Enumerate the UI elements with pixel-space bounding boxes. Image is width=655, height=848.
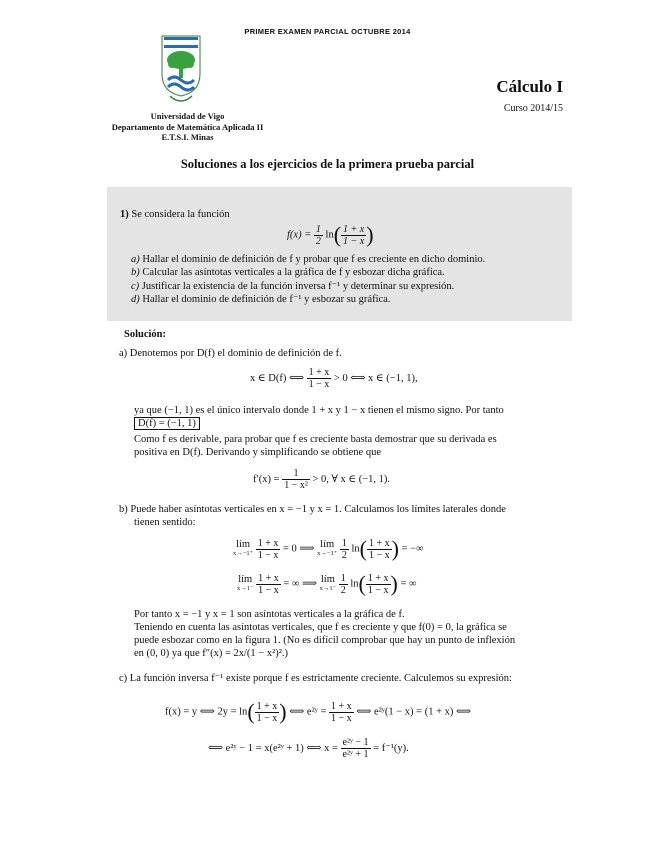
solution-b-text4: Teniendo en cuenta las asíntotas verticales, que f es creciente y que f(0) = 0, la gráfica se	[134, 622, 507, 633]
solution-b-text6: en (0, 0) ya que f″(x) = 2x/(1 − x²)².)	[134, 648, 289, 659]
solution-c-eq1: f(x) = y ⟺ 2y = ln( $\frac{1 + x}{1 - x}$ ) ⟺ e²ʸ = $\frac{1 + x}{1 - x}$ ⟺ e²ʸ(1 − x) = (1 + x) ⟺	[165, 699, 472, 724]
solution-a-text1: ya que (−1, 1) es el único intervalo donde 1 + x y 1 − x tienen el mismo signo. Por tanto	[134, 405, 504, 416]
problem-number: 1)	[120, 209, 129, 220]
university-name: Universidad de Vigo	[150, 111, 225, 121]
course-block	[496, 77, 563, 114]
solution-a-boxed-result: D(f) = (−1, 1)	[134, 418, 200, 429]
exam-header: PRIMER EXAMEN PARCIAL OCTUBRE 2014	[244, 27, 411, 36]
problem-item-a: a) Hallar el dominio de definición de f y probar que f es creciente en dicho dominio.	[131, 254, 486, 265]
solution-b-text1: b) Puede haber asíntotas verticales en x = −1 y x = 1. Calculamos los límites laterales donde	[119, 504, 506, 515]
document-title: Soluciones a los ejercicios de la primera prueba parcial	[180, 157, 475, 171]
solution-a-eq2: f′(x) = $\frac{1}{\text{1 − x²}}$ > 0, ∀ x ∈ (−1, 1).	[253, 468, 391, 491]
problem-item-b: b) Calcular las asíntotas verticales a la gráfica de f y esbozar dicha gráfica.	[131, 267, 445, 278]
school-name: E.T.S.I. Minas	[161, 132, 214, 142]
solution-a-text3: positiva en D(f). Derivando y simplificando se obtiene que	[134, 447, 381, 458]
solution-b-text2: tienen sentido:	[134, 517, 196, 528]
university-logo	[158, 34, 204, 110]
problem-statement: Se considera la función	[131, 209, 230, 220]
problem-item-c: c) Justificar la existencia de la función inversa f⁻¹ y determinar su expresión.	[131, 281, 455, 292]
solution-a-eq1: x ∈ D(f) ⟺ $\frac{1 + x}{1 - x}$ > 0 ⟺ x ∈ (−1, 1),	[250, 367, 418, 390]
course-title: Cálculo I	[496, 77, 563, 96]
solution-a-text2: Como f es derivable, para probar que f es creciente basta demostrar que su derivada es	[134, 434, 497, 445]
problem-function: f(x) = $\frac{1}{2}$ ln( $\frac{1 + x}{1 - x}$ )	[287, 222, 374, 247]
solution-c-eq2: ⟺ e²ʸ − 1 = x(e²ʸ + 1) ⟺ x = $\frac{\text{e²ʸ − 1}}{\text{e²ʸ + 1}}$ = f⁻¹(y).	[208, 737, 409, 760]
problem-statement-box	[107, 187, 572, 321]
course-year: Curso 2014/15	[503, 103, 563, 114]
solution-b-eq2: lím x→1⁻ $\frac{1 + x}{1 - x}$ = ∞ ⟹ lím x→1⁻ $\frac{1}{2}$ ln( $\frac{1 + x}{1 - x}$ ) = ∞	[237, 571, 417, 596]
solution-b-text3: Por tanto x = −1 y x = 1 son asíntotas verticales a la gráfica de f.	[134, 609, 405, 620]
solution-c-text1: c) La función inversa f⁻¹ existe porque f es estrictamente creciente. Calculemos su expresión:	[119, 673, 512, 684]
solution-b-eq1: lím x→−1⁺ $\frac{1 + x}{1 - x}$ = 0 ⟹ lím x→−1⁺ $\frac{1}{2}$ ln( $\frac{1 + x}{1 - x}$ ) = −∞	[233, 536, 424, 561]
solution-heading: Solución:	[124, 329, 167, 340]
problem-item-d: d) Hallar el dominio de definición de f⁻¹ y esbozar su gráfica.	[131, 294, 391, 305]
institution-block	[100, 111, 275, 143]
solution-a-intro: a) Denotemos por D(f) el dominio de definición de f.	[119, 348, 342, 359]
department-name: Departamento de Matemática Aplicada II	[111, 121, 264, 132]
solution-b-text5: puede esbozar como en la figura 1. (No es difícil comprobar que hay un punto de inflexión	[134, 635, 516, 646]
